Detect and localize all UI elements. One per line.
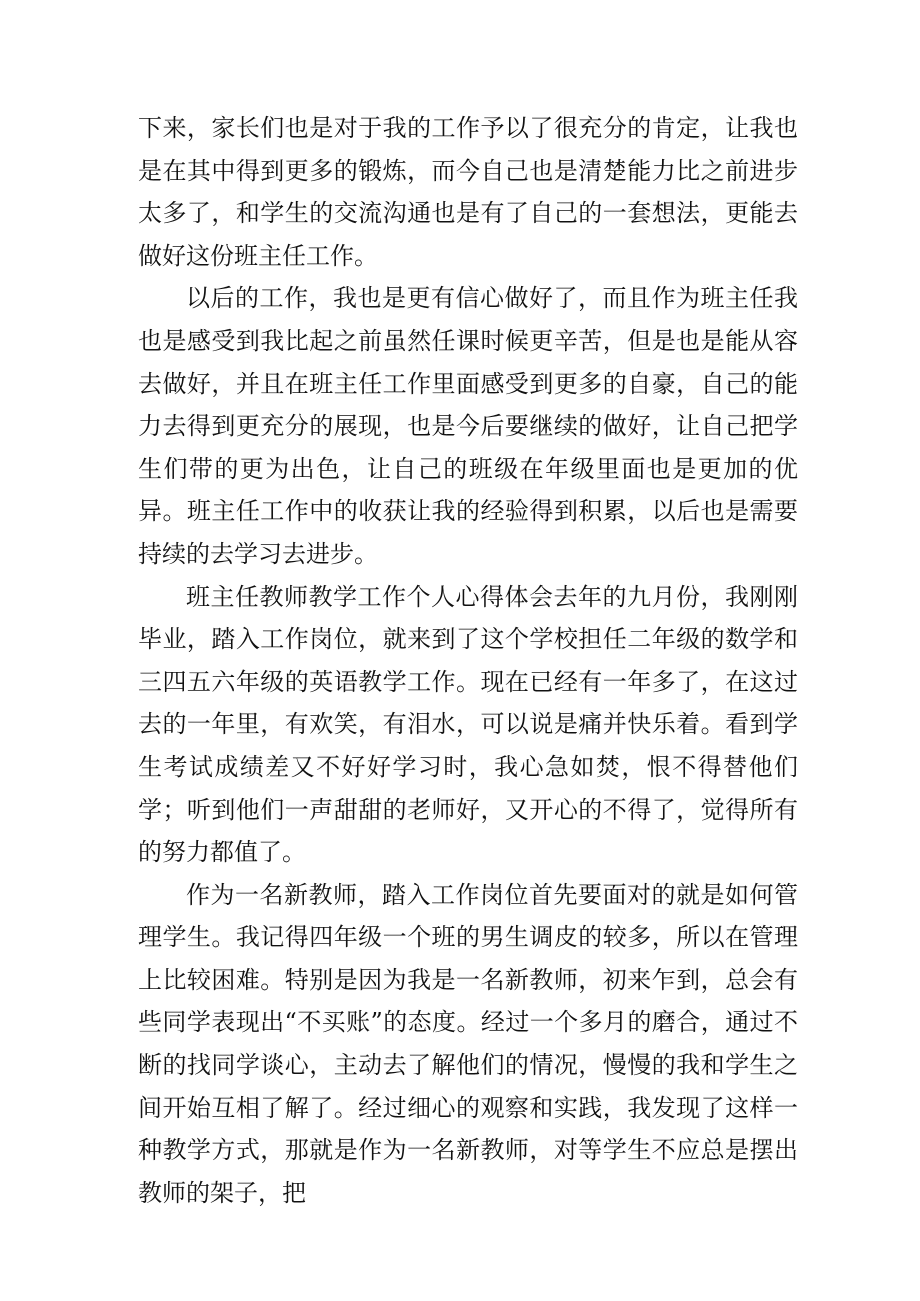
paragraph-2: 以后的工作，我也是更有信心做好了，而且作为班主任我也是感受到我比起之前虽然任课时候更辛苦，但是也是能从容去做好，并且在班主任工作里面感受到更多的自豪，自己的能力去得到更充分的展现，也是今后要继续的做好，让自己把学生们带的更为出色，让自己的班级在年级里面也是更加的优异。班主任工作中的收获让我的经验得到积累，以后也是需要持续的去学习去进步。 (138, 284, 798, 568)
paragraph-3: 班主任教师教学工作个人心得体会去年的九月份，我刚刚毕业，踏入工作岗位，就来到了这个学校担任二年级的数学和三四五六年级的英语教学工作。现在已经有一年多了，在这过去的一年里，有欢笑，有泪水，可以说是痛并快乐着。看到学生考试成绩差又不好好学习时，我心急如焚，恨不得替他们学；听到他们一声甜甜的老师好，又开心的不得了，觉得所有的努力都值了。 (138, 582, 798, 867)
paragraph-4: 作为一名新教师，踏入工作岗位首先要面对的就是如何管理学生。我记得四年级一个班的男生调皮的较多，所以在管理上比较困难。特别是因为我是一名新教师，初来乍到，总会有些同学表现出“不买账”的态度。经过一个多月的磨合，通过不断的找同学谈心，主动去了解他们的情况，慢慢的我和学生之间开始互相了解了。经过细心的观察和实践，我发现了这样一种教学方式，那就是作为一名新教师，对等学生不应总是摆出教师的架子，把 (138, 880, 798, 1207)
document-body (138, 107, 798, 1214)
paragraph-1: 下来，家长们也是对于我的工作予以了很充分的肯定，让我也是在其中得到更多的锻炼，而今自己也是清楚能力比之前进步太多了，和学生的交流沟通也是有了自己的一套想法，更能去做好这份班主任工作。 (138, 114, 798, 270)
